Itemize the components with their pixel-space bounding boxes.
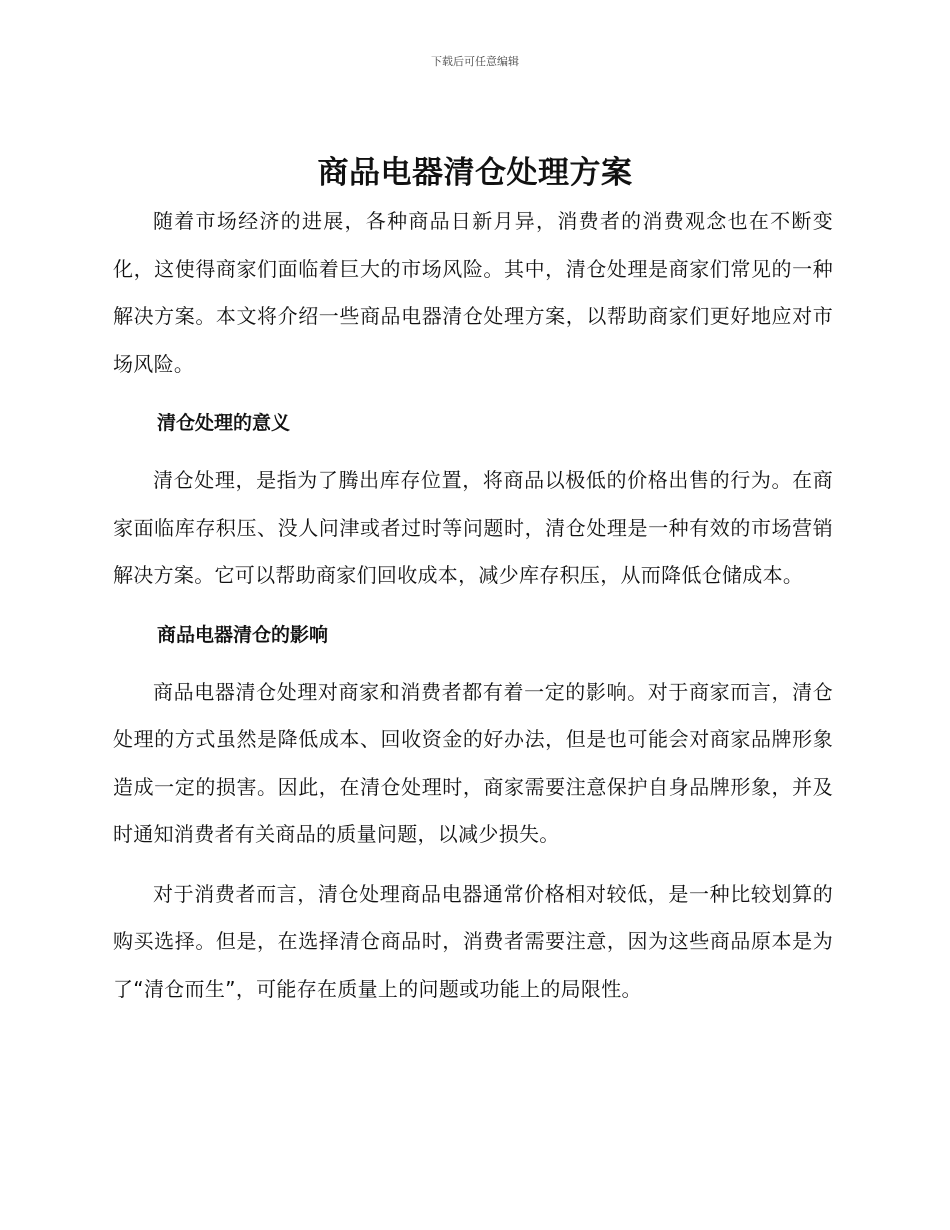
section-paragraph: 商品电器清仓处理对商家和消费者都有着一定的影响。对于商家而言，清仓处理的方式虽然是降低成本、回收资金的好办法，但是也可能会对商家品牌形象造成一定的损害。因此，在清仓处理时，商家需要注意保护自身品牌形象，并及时通知消费者有关商品的质量问题，以减少损失。 [113, 679, 833, 846]
document-body [113, 198, 833, 1013]
page-header-note: 下载后可任意编辑 [431, 55, 519, 68]
intro-paragraph: 随着市场经济的进展，各种商品日新月异，消费者的消费观念也在不断变化，这使得商家们面临着巨大的市场风险。其中，清仓处理是商家们常见的一种解决方案。本文将介绍一些商品电器清仓处理方案，以帮助商家们更好地应对市场风险。 [113, 209, 833, 376]
document-title: 商品电器清仓处理方案 [317, 155, 633, 191]
section-paragraph: 清仓处理，是指为了腾出库存位置，将商品以极低的价格出售的行为。在商家面临库存积压、没人问津或者过时等问题时，清仓处理是一种有效的市场营销解决方案。它可以帮助商家们回收成本，减少库存积压，从而降低仓储成本。 [113, 468, 833, 587]
section-heading-meaning: 清仓处理的意义 [157, 412, 291, 434]
section-paragraph: 对于消费者而言，清仓处理商品电器通常价格相对较低，是一种比较划算的购买选择。但是，在选择清仓商品时，消费者需要注意，因为这些商品原本是为了“清仓而生”，可能存在质量上的问题或功能上的局限性。 [113, 881, 833, 1001]
section-heading-impact: 商品电器清仓的影响 [157, 623, 329, 646]
